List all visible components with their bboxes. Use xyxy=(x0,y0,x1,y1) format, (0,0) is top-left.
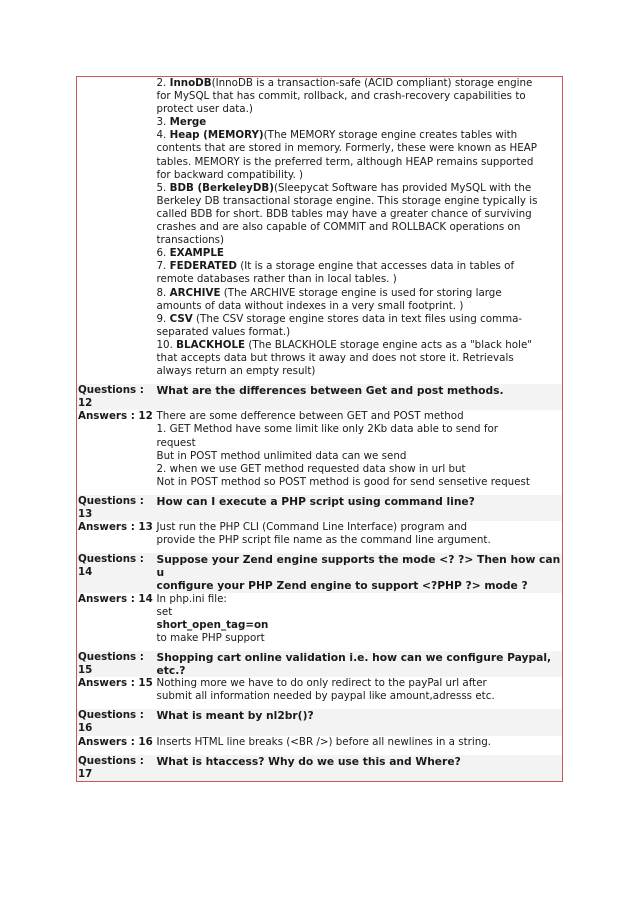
storage-engine-item xyxy=(157,313,563,339)
storage-engine-name: InnoDB xyxy=(169,77,212,89)
question-label-line: 16 xyxy=(78,722,93,735)
storage-engine-number: 2. xyxy=(156,77,167,89)
storage-engine-item xyxy=(157,260,563,286)
storage-engine-first-line xyxy=(157,247,563,260)
answer-text-line: 2. when we use GET method requested data show in url but xyxy=(156,462,466,475)
storage-engine-description-line: contents that are stored in memory. Formerly, these were known as HEAP xyxy=(156,142,537,155)
answer-text xyxy=(157,593,563,645)
question-label-line: Questions : xyxy=(78,650,144,663)
storage-engine-name: Heap (MEMORY) xyxy=(169,129,264,142)
storage-engine-description-line: for backward compatibility. ) xyxy=(156,168,304,181)
storage-engine-description-line: protect user data.) xyxy=(156,103,253,116)
question-text-line: What is htaccess? Why do we use this and Where? xyxy=(156,754,461,768)
answer-text-line: Nothing more we have to do only redirect to the payPal url after xyxy=(156,677,487,690)
storage-engine-description-line: transactions) xyxy=(156,234,225,247)
answer-text-line: Inserts HTML line breaks (<BR />) before all newlines in a string. xyxy=(156,735,492,748)
answer-text-line: There are some defference between GET and POST method xyxy=(156,410,464,423)
storage-engine-first-line xyxy=(157,287,563,300)
question-row xyxy=(77,709,563,735)
answer-text-line: submit all information needed by paypal like amount,adresss etc. xyxy=(156,690,495,703)
storage-engine-item xyxy=(157,287,563,313)
storage-engine-item xyxy=(157,116,563,129)
answer-text-line: provide the PHP script file name as the command line argument. xyxy=(156,534,491,547)
answer-row xyxy=(77,521,563,547)
answer-text-line: Just run the PHP CLI (Command Line Interface) program and xyxy=(156,521,468,534)
storage-engine-first-line xyxy=(157,116,563,129)
answer-row xyxy=(77,677,563,703)
question-row xyxy=(77,553,563,592)
storage-engine-description-line: separated values format.) xyxy=(156,325,291,338)
answer-label: Answers : 13 xyxy=(78,521,153,534)
answer-row xyxy=(77,593,563,645)
question-label xyxy=(77,495,157,521)
question-label-line: 13 xyxy=(78,508,93,520)
question-label-line: 12 xyxy=(78,397,93,410)
storage-engine-description: (InnoDB is a transaction-safe (ACID compliant) storage engine xyxy=(211,77,533,89)
storage-engine-number: 6. xyxy=(156,247,167,260)
storage-engine-name: EXAMPLE xyxy=(169,247,224,260)
storage-engine-name: ARCHIVE xyxy=(169,286,221,299)
storage-engine-item xyxy=(157,247,563,260)
question-label-line: Questions : xyxy=(78,709,144,722)
answer-label: Answers : 14 xyxy=(78,592,153,605)
question-label-line: 15 xyxy=(78,664,93,677)
storage-engine-number: 5. xyxy=(156,181,167,194)
answer-label: Answers : 12 xyxy=(78,410,153,423)
storage-engine-list xyxy=(157,77,563,378)
storage-engine-first-line xyxy=(157,339,563,352)
storage-engine-name: FEDERATED xyxy=(169,260,237,273)
storage-engine-name: CSV xyxy=(169,312,193,325)
question-text xyxy=(157,495,563,521)
storage-engine-description-line: remote databases rather than in local tables. ) xyxy=(156,273,397,286)
question-text xyxy=(157,755,563,782)
answer-label: Answers : 15 xyxy=(78,677,153,690)
answer-text xyxy=(157,410,563,489)
question-text xyxy=(157,709,563,735)
storage-engine-item xyxy=(157,77,563,116)
question-text-line: Suppose your Zend engine supports the mode <? ?> Then how can xyxy=(156,553,561,567)
storage-engine-item xyxy=(157,182,563,247)
answer-text-line: 1. GET Method have some limit like only 2Kb data able to send for xyxy=(156,423,498,436)
storage-engine-number: 9. xyxy=(156,312,167,325)
question-text-line: u xyxy=(156,566,165,580)
answer-text-line: Not in POST method so POST method is good for send sensetive request xyxy=(156,475,530,488)
question-text-line: Shopping cart online validation i.e. how can we configure Paypal, xyxy=(156,650,552,664)
storage-engine-description-line: amounts of data without indexes in a very small footprint. ) xyxy=(156,299,464,312)
storage-engine-description-line: crashes and are also capable of COMMIT and ROLLBACK operations on xyxy=(156,221,521,234)
question-row xyxy=(77,755,563,782)
question-label xyxy=(77,755,157,782)
storage-engine-description-line: Berkeley DB transactional storage engine. This storage engine typically is xyxy=(156,194,538,207)
storage-engine-description: (The ARCHIVE storage engine is used for storing large xyxy=(220,286,502,299)
storage-engine-first-line xyxy=(157,313,563,326)
answer-text xyxy=(157,677,563,703)
question-text-line: What are the differences between Get and post methods. xyxy=(156,384,504,398)
question-label-line: Questions : xyxy=(78,384,144,397)
question-row xyxy=(77,495,563,521)
storage-engine-number: 3. xyxy=(156,116,167,129)
question-label xyxy=(77,553,157,592)
storage-engine-item xyxy=(157,339,563,378)
qa-table xyxy=(76,76,563,782)
question-text-line: What is meant by nl2br()? xyxy=(156,709,314,723)
question-text-line: How can I execute a PHP script using command line? xyxy=(156,494,475,508)
storage-engine-number: 10. xyxy=(156,338,173,351)
storage-engine-number: 8. xyxy=(156,286,167,299)
answer-text xyxy=(157,736,563,749)
question-row xyxy=(77,651,563,677)
question-text xyxy=(157,553,563,592)
storage-engines-row xyxy=(77,77,563,379)
question-text xyxy=(157,651,563,677)
storage-engine-name: Merge xyxy=(169,116,207,129)
storage-engine-description-line: tables. MEMORY is the preferred term, although HEAP remains supported xyxy=(156,155,534,168)
storage-engine-description-line: for MySQL that has commit, rollback, and crash-recovery capabilities to xyxy=(156,90,526,103)
storage-engine-item xyxy=(157,129,563,181)
storage-engine-number: 4. xyxy=(156,129,167,142)
question-text xyxy=(157,384,563,410)
storage-engine-description: (The BLACKHOLE storage engine acts as a "black hole" xyxy=(245,338,533,351)
storage-engine-description: (The CSV storage engine stores data in text files using comma- xyxy=(192,312,523,325)
storage-engine-first-line xyxy=(157,129,563,142)
question-text-line: etc.? xyxy=(156,664,186,678)
question-label-line: Questions : xyxy=(78,553,144,566)
storage-engine-description: (Sleepycat Software has provided MySQL with the xyxy=(273,181,532,194)
answer-row xyxy=(77,736,563,749)
question-row xyxy=(77,384,563,410)
storage-engine-description: (It is a storage engine that accesses data in tables of xyxy=(236,260,515,273)
answer-row xyxy=(77,410,563,489)
answer-text-line: In php.ini file: xyxy=(156,592,227,605)
storage-engine-description-line: always return an empty result) xyxy=(156,365,316,378)
question-label-line: 14 xyxy=(78,566,93,579)
question-label-line: 17 xyxy=(78,767,93,780)
answer-text-line: to make PHP support xyxy=(156,631,265,644)
storage-engine-description: (The MEMORY storage engine creates tables with xyxy=(263,129,518,142)
storage-engine-description-line: that accepts data but throws it away and does not store it. Retrievals xyxy=(156,351,514,364)
answer-text-line: set xyxy=(156,605,173,618)
storage-engine-first-line xyxy=(157,260,563,273)
storage-engine-number: 7. xyxy=(156,260,167,273)
storage-engine-name: BDB (BerkeleyDB) xyxy=(169,181,274,194)
question-label-line: Questions : xyxy=(78,494,144,507)
question-label xyxy=(77,384,157,410)
answer-text xyxy=(157,521,563,547)
question-label-line: Questions : xyxy=(78,754,144,767)
empty-label-cell xyxy=(77,77,157,379)
answer-text-line: request xyxy=(156,436,196,449)
answer-label: Answers : 16 xyxy=(78,735,153,748)
storage-engine-first-line xyxy=(157,77,563,90)
storage-engine-first-line xyxy=(157,182,563,195)
question-label xyxy=(77,709,157,735)
answer-text-line: But in POST method unlimited data can we send xyxy=(156,449,407,462)
storage-engine-name: BLACKHOLE xyxy=(176,338,246,351)
qa-table-body xyxy=(77,77,563,782)
question-label xyxy=(77,651,157,677)
storage-engine-description-line: called BDB for short. BDB tables may have a greater chance of surviving xyxy=(156,207,532,220)
storage-engines-cell xyxy=(157,77,563,379)
question-text-line: configure your PHP Zend engine to support <?PHP ?> mode ? xyxy=(156,579,528,593)
answer-text-line: short_open_tag=on xyxy=(156,618,269,631)
